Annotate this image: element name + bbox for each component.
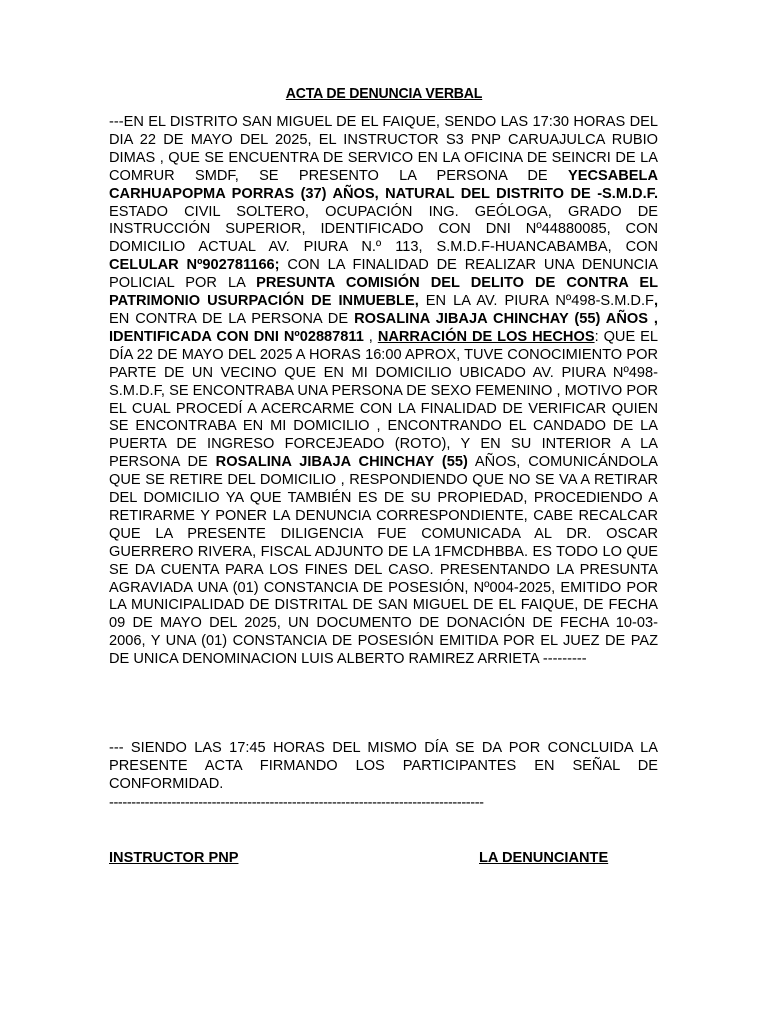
bold-text-run: YECSABELA CARHUAPOPMA PORRAS (37) AÑOS, NATURAL DEL DISTRITO DE -S.M.D.F. bbox=[109, 167, 658, 202]
text-run: EN CONTRA DE LA PERSONA DE bbox=[109, 310, 355, 327]
text-run: ---EN EL DISTRITO SAN MIGUEL DE EL FAIQUE, SENDO LAS 17:30 HORAS DEL DIA 22 DE MAYO DEL 2025, EL INSTRUCTOR S3 PNP CARUAJULCA RUBIO DIMAS , QUE SE ENCUENTRA DE SERVICO EN LA OFICINA DE SEINCRI DE LA COMRUR SMDF, SE PRESENTO LA PERSONA DE bbox=[109, 114, 658, 184]
bold-text-run: CELULAR Nº902781166; bbox=[109, 257, 280, 274]
text-run: : QUE EL DÍA 22 DE MAYO DEL 2025 A HORAS 16:00 APROX, TUVE CONOCIMIENTO POR PARTE DE UN VECINO QUE EN MI DOMICILIO UBICADO AV. PIURA Nº498-S.M.D.F, SE ENCONTRABA UNA PERSONA DE SEXO FEMENINO , MOTIVO POR EL CUAL PROCEDÍ A ACERCARME CON LA FINALIDAD DE VERIFICAR QUIEN SE ENCONTRABA EN MI DOMICILIO , ENCONTRANDO EL CANDADO DE LA PUERTA DE INGRESO FORCEJEADO (ROTO), Y EN SU INTERIOR A LA PERSONA DE bbox=[109, 328, 658, 471]
closing-paragraph: --- SIENDO LAS 17:45 HORAS DEL MISMO DÍA SE DA POR CONCLUIDA LA PRESENTE ACTA FIRMANDO LOS PARTICIPANTES EN SEÑAL DE CONFORMIDAD. bbox=[109, 740, 658, 792]
text-run: CON LA FINALIDAD DE REALIZAR UNA DENUNCIA POLICIAL POR LA bbox=[109, 257, 659, 292]
bold-text-run: ROSALINA JIBAJA CHINCHAY (55) AÑOS , IDENTIFICADA CON DNI Nº02887811 bbox=[109, 310, 658, 345]
signature-instructor-label: INSTRUCTOR PNP bbox=[109, 850, 239, 866]
text-run: AÑOS, COMUNICÁNDOLA QUE SE RETIRE DEL DOMICILIO , RESPONDIENDO QUE NO SE VA A RETIRAR DEL DOMICILIO YA QUE TAMBIÉN ES DE SU PROPIEDAD, PROCEDIENDO A RETIRARME Y PONER LA DENUNCIA CORRESPONDIENTE, CABE RECALCAR QUE LA PRESENTE DILIGENCIA FUE COMUNICADA AL DR. OSCAR GUERRERO RIVERA, FISCAL ADJUNTO DE LA 1FMCDHBBA. ES TODO LO QUE SE DA CUENTA PARA LOS FINES DEL CASO. PRESENTANDO LA PRESUNTA AGRAVIADA UNA (01) CONSTANCIA DE POSESIÓN, Nº004-2025, EMITIDO POR LA MUNICIPALIDAD DE DISTRITAL DE SAN MIGUEL DE EL FAIQUE, DE FECHA 09 DE MAYO DEL 2025, UN DOCUMENTO DE DONACIÓN DE FECHA 10-03-2006, Y UNA (01) CONSTANCIA DE POSESIÓN EMITIDA POR EL JUEZ DE PAZ DE UNICA DENOMINACION LUIS ALBERTO RAMIREZ ARRIETA --------- bbox=[109, 454, 658, 668]
bold-text-run: , bbox=[653, 293, 658, 310]
signature-complainant-label: LA DENUNCIANTE bbox=[479, 850, 609, 866]
bold-text-run: ROSALINA JIBAJA CHINCHAY (55) bbox=[215, 454, 468, 471]
text-run: EN LA AV. PIURA Nº498-S.M.D.F bbox=[418, 293, 654, 310]
text-run: ESTADO CIVIL SOLTERO, OCUPACIÓN ING. GEÓLOGA, GRADO DE INSTRUCCIÓN SUPERIOR, IDENTIFICADO CON DNI Nº44880085, CON DOMICILIO ACTUAL AV. PIURA N.º 113, S.M.D.F-HUANCABAMBA, CON bbox=[109, 203, 658, 256]
document-title: ACTA DE DENUNCIA VERBAL bbox=[285, 85, 483, 102]
bold-text-run: PRESUNTA COMISIÓN DEL DELITO DE CONTRA EL PATRIMONIO USURPACIÓN DE INMUEBLE, bbox=[109, 275, 658, 310]
text-run: , bbox=[363, 328, 378, 345]
statement-paragraph bbox=[109, 114, 658, 669]
separator-line: ------------------------------------------------------------------------------------ bbox=[109, 795, 484, 811]
narration-heading: NARRACIÓN DE LOS HECHOS bbox=[377, 328, 595, 345]
